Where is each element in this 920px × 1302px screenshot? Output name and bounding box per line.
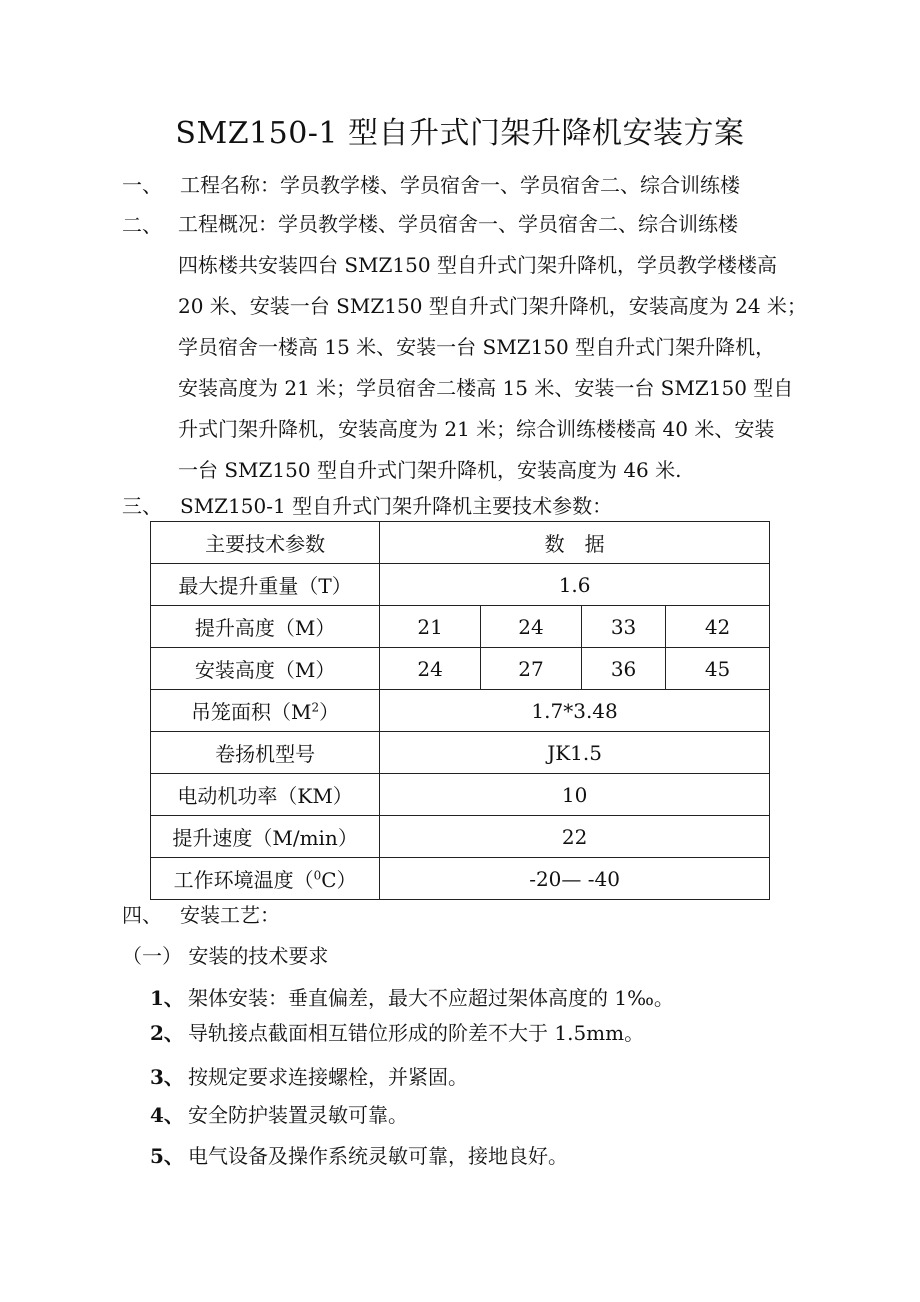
winch-model-value: JK1.5 [380, 732, 770, 774]
temperature-value: -20— -40 [380, 858, 770, 900]
section-3 [122, 491, 612, 521]
section-1-number: 一、 [122, 173, 162, 197]
install-height-label: 安装高度（M） [151, 648, 380, 690]
cage-area-value: 1.7*3.48 [380, 690, 770, 732]
lift-height-value: 42 [666, 606, 770, 648]
requirement-number: 2、 [150, 1021, 184, 1045]
header-param-cell: 主要技术参数 [151, 522, 380, 564]
lift-height-value: 24 [481, 606, 582, 648]
max-lift-value: 1.6 [380, 564, 770, 606]
temperature-label-end: C） [321, 868, 357, 892]
section-2-body [178, 204, 810, 491]
max-lift-label: 最大提升重量（T） [151, 564, 380, 606]
requirement-text: 架体安装：垂直偏差，最大不应超过架体高度的 1‰。 [188, 986, 674, 1010]
table-row [151, 606, 770, 648]
table-row [151, 774, 770, 816]
requirement-number: 3、 [150, 1065, 184, 1089]
temperature-label-text: 工作环境温度（ [173, 868, 314, 892]
section-3-number: 三、 [122, 494, 162, 518]
section-1-text: 工程名称：学员教学楼、学员宿舍一、学员宿舍二、综合训练楼 [180, 173, 740, 197]
requirement-number: 1、 [150, 986, 184, 1010]
cage-area-label-superscript: 2 [311, 700, 320, 715]
requirement-item [150, 983, 674, 1013]
header-data-cell: 数 据 [380, 522, 770, 564]
lift-height-label: 提升高度（M） [151, 606, 380, 648]
document-title: SMZ150-1 型自升式门架升降机安装方案 [175, 116, 745, 151]
section-2-number: 二、 [122, 213, 162, 237]
section-4-number: 四、 [122, 903, 162, 927]
requirement-text: 电气设备及操作系统灵敏可靠，接地良好。 [188, 1144, 568, 1168]
requirement-text: 按规定要求连接螺栓，并紧固。 [188, 1065, 468, 1089]
table-row [151, 858, 770, 900]
section-2-line: 一台 SMZ150 型自升式门架升降机，安装高度为 46 米. [178, 458, 682, 482]
requirement-item [150, 1141, 568, 1171]
requirement-item [150, 1100, 408, 1130]
table-row [151, 564, 770, 606]
section-2-line: 工程概况：学员教学楼、学员宿舍一、学员宿舍二、综合训练楼 [178, 212, 738, 236]
winch-model-label: 卷扬机型号 [151, 732, 380, 774]
temperature-label [151, 858, 380, 900]
section-4-text: 安装工艺： [180, 903, 280, 927]
install-height-value: 24 [380, 648, 481, 690]
section-2-line: 20 米、安装一台 SMZ150 型自升式门架升降机，安装高度为 24 米； [178, 294, 807, 318]
table-row [151, 690, 770, 732]
section-1 [122, 170, 740, 200]
requirement-number: 4、 [150, 1103, 184, 1127]
requirement-item [150, 1018, 644, 1048]
lift-height-value: 33 [581, 606, 665, 648]
lift-speed-value: 22 [380, 816, 770, 858]
cage-area-label-text: 吊笼面积（M [191, 700, 312, 724]
motor-power-value: 10 [380, 774, 770, 816]
install-height-value: 45 [666, 648, 770, 690]
table-row [151, 816, 770, 858]
section-2-line: 学员宿舍一楼高 15 米、安装一台 SMZ150 型自升式门架升降机， [178, 335, 776, 359]
section-2-line: 升式门架升降机，安装高度为 21 米；综合训练楼楼高 40 米、安装 [178, 417, 775, 441]
requirement-text: 安全防护装置灵敏可靠。 [188, 1103, 408, 1127]
technical-parameters-table [150, 521, 770, 900]
section-2-line: 四栋楼共安装四台 SMZ150 型自升式门架升降机，学员教学楼楼高 [178, 253, 777, 277]
requirement-number: 5、 [150, 1144, 184, 1168]
section-2-line: 安装高度为 21 米；学员宿舍二楼高 15 米、安装一台 SMZ150 型自 [178, 376, 794, 400]
cage-area-label [151, 690, 380, 732]
section-3-text: SMZ150-1 型自升式门架升降机主要技术参数： [180, 494, 613, 518]
install-height-value: 27 [481, 648, 582, 690]
table-row [151, 522, 770, 564]
install-height-value: 36 [581, 648, 665, 690]
requirement-item [150, 1062, 468, 1092]
temperature-label-superscript: 0 [313, 868, 322, 883]
lift-height-value: 21 [380, 606, 481, 648]
lift-speed-label: 提升速度（M/min） [151, 816, 380, 858]
table-row [151, 732, 770, 774]
cage-area-label-end: ） [319, 700, 340, 724]
motor-power-label: 电动机功率（KM） [151, 774, 380, 816]
table-row [151, 648, 770, 690]
section-4 [122, 900, 280, 930]
requirement-text: 导轨接点截面相互错位形成的阶差不大于 1.5mm。 [188, 1021, 645, 1045]
subsection-1-heading: （一） 安装的技术要求 [122, 944, 329, 968]
